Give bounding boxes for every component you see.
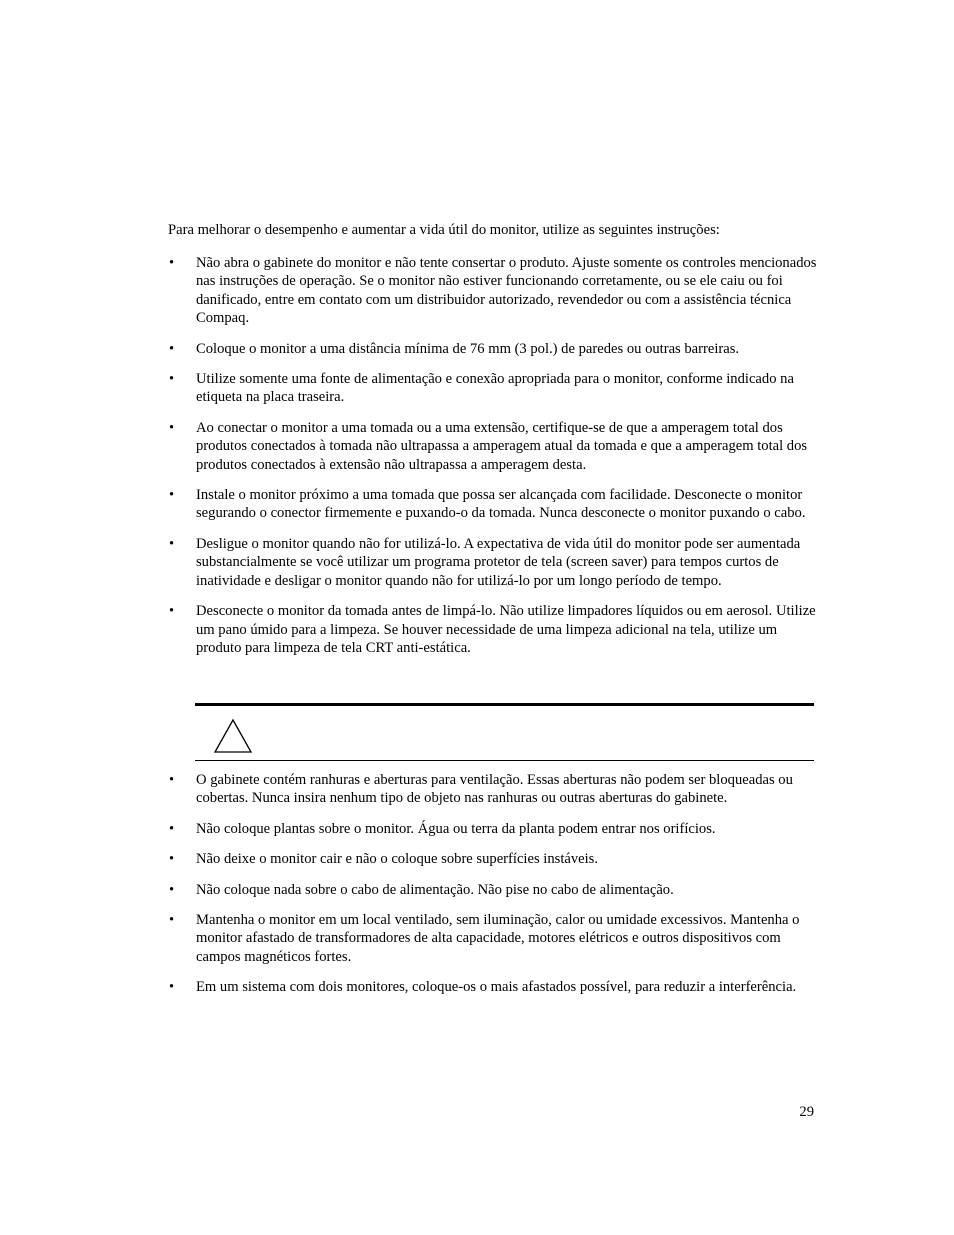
list-item-text: Coloque o monitor a uma distância mínima de 76 mm (3 pol.) de paredes ou outras barreiras. — [196, 340, 740, 357]
bullet: • — [169, 979, 175, 996]
list-item-text: Mantenha o monitor em um local ventilado, sem iluminação, calor ou umidade excessivos. Mantenha o monitor afastado de transformadores de alta capacidade, motores elétricos e outros dispositivos com campos magnéticos fortes. — [196, 912, 800, 965]
list-item-text: O gabinete contém ranhuras e aberturas para ventilação. Essas aberturas não podem ser bloqueadas ou cobertas. Nunca insira nenhum tipo de objeto nas ranhuras ou outras aberturas do gabinete. — [196, 772, 793, 807]
caution-list — [168, 771, 818, 1009]
bullet: • — [169, 820, 175, 837]
list-item — [168, 254, 818, 328]
list-item — [168, 535, 818, 590]
maintenance-list — [168, 254, 818, 669]
bullet: • — [169, 487, 175, 504]
bullet: • — [169, 603, 175, 620]
list-item-text: Não abra o gabinete do monitor e não tente consertar o produto. Ajuste somente os controles mencionados nas instruções de operação. Se o monitor não estiver funcionando corretamente, ou se ele caiu ou foi danificado, entre em contato com um distribuidor autorizado, revendedor ou com a assistência técnica Compaq. — [196, 255, 817, 327]
list-item — [168, 881, 818, 899]
list-item-text: Em um sistema com dois monitores, coloque-os o mais afastados possível, para reduzir a interferência. — [196, 979, 797, 996]
bullet: • — [169, 772, 175, 788]
list-item-text: Não coloque plantas sobre o monitor. Água ou terra da planta podem entrar nos orifícios. — [196, 820, 716, 837]
caution-box — [195, 703, 814, 761]
list-item-text: Ao conectar o monitor a uma tomada ou a uma extensão, certifique-se de que a amperagem total dos produtos conectados à tomada não ultrapassa a amperagem atual da tomada e que a amperagem total dos produtos conectados à extensão não ultrapassa a amperagem desta. — [196, 419, 808, 473]
bullet: • — [169, 912, 175, 929]
list-item — [168, 370, 818, 407]
list-item — [168, 978, 818, 996]
list-item-text: Utilize somente uma fonte de alimentação e conexão apropriada para o monitor, conforme indicado na etiqueta na placa traseira. — [196, 371, 794, 406]
list-item-text: Instale o monitor próximo a uma tomada que possa ser alcançada com facilidade. Desconecte o monitor segurando o conector firmemente e puxando-o da tomada. Nunca desconecte o monitor puxando o cabo. — [196, 487, 806, 522]
bullet: • — [169, 881, 175, 898]
bullet: • — [169, 340, 175, 357]
list-item — [168, 771, 818, 808]
list-item — [168, 340, 818, 358]
bullet: • — [169, 535, 175, 552]
bullet: • — [169, 851, 175, 868]
list-item-text: Não deixe o monitor cair e não o coloque sobre superfícies instáveis. — [196, 851, 599, 868]
list-item — [168, 602, 818, 657]
list-item — [168, 486, 818, 523]
bullet: • — [169, 419, 175, 436]
page-number: 29 — [799, 1104, 814, 1120]
list-item — [168, 820, 818, 838]
list-item — [168, 911, 818, 966]
list-item-text: Desligue o monitor quando não for utilizá-lo. A expectativa de vida útil do monitor pode ser aumentada substancialmente se você utilizar um programa protetor de tela (screen saver) para tempos curtos de inatividade e desligar o monitor quando não for utilizá-lo por um longo período de tempo. — [196, 535, 801, 589]
bullet: • — [169, 255, 175, 271]
list-item — [168, 419, 818, 474]
list-item — [168, 850, 818, 868]
list-item-text: Não coloque nada sobre o cabo de alimentação. Não pise no cabo de alimentação. — [196, 881, 674, 898]
bullet: • — [169, 371, 175, 388]
intro-paragraph: Para melhorar o desempenho e aumentar a vida útil do monitor, utilize as seguintes instruções: — [168, 222, 720, 238]
warning-triangle-icon — [213, 718, 253, 754]
list-item-text: Desconecte o monitor da tomada antes de limpá-lo. Não utilize limpadores líquidos ou em aerosol. Utilize um pano úmido para a limpeza. Se houver necessidade de uma limpeza adicional na tela, utilize um produto para limpeza de tela CRT anti-estática. — [196, 603, 816, 656]
